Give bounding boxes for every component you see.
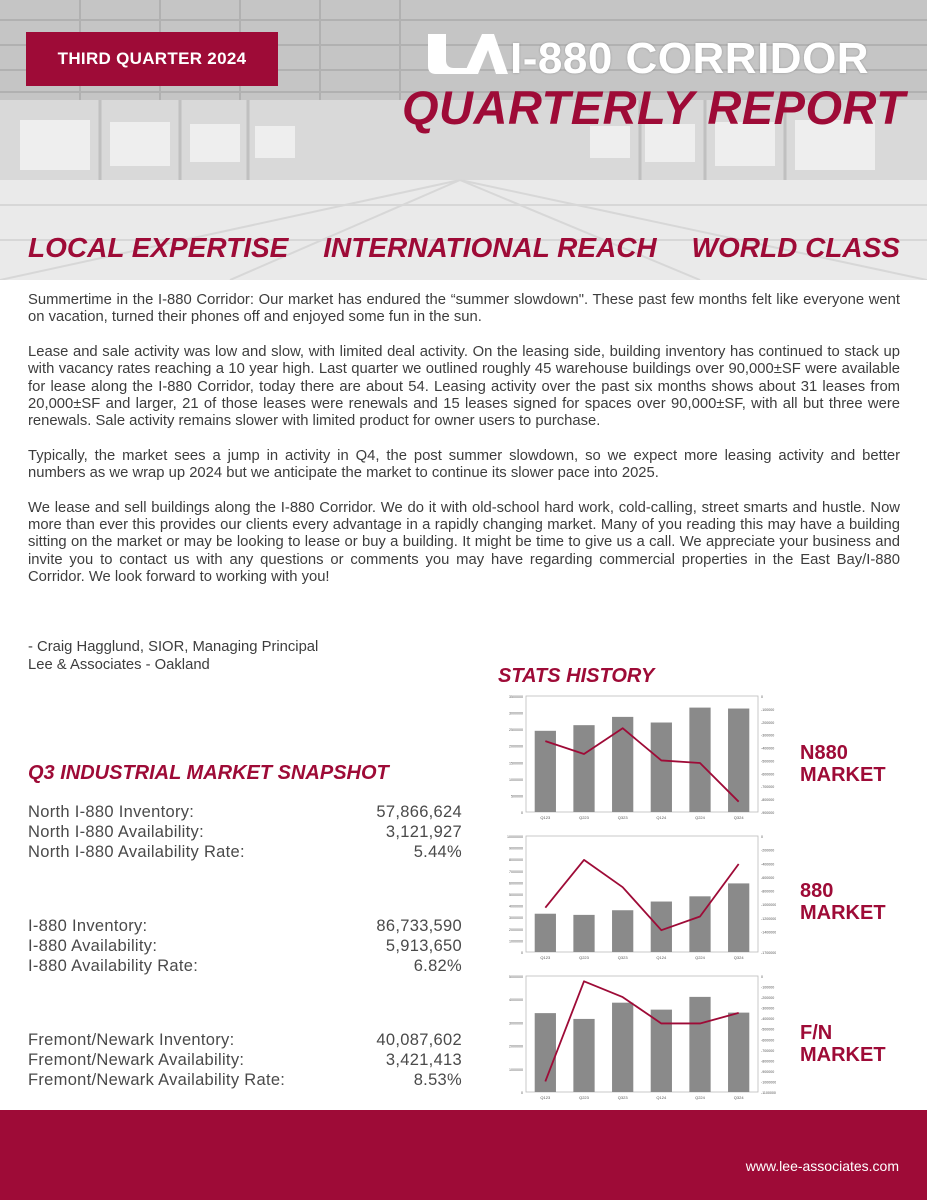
x-tick-label: Q324: [733, 815, 744, 820]
y-tick-label: 9000000: [509, 846, 523, 851]
y2-tick-label: -200000: [761, 996, 775, 1001]
snapshot-value: 6.82%: [413, 957, 462, 975]
y2-tick-label: 0: [761, 835, 763, 839]
y-tick-label: 6000000: [509, 881, 523, 886]
x-tick-label: Q223: [579, 1095, 589, 1100]
y2-tick-label: -400000: [761, 862, 775, 867]
y2-tick-label: 0: [761, 975, 763, 979]
snapshot-label: I-880 Availability Rate:: [28, 957, 199, 975]
x-tick-label: Q223: [579, 955, 589, 960]
chart-bar: [573, 1019, 594, 1092]
snapshot-label: North I-880 Availability:: [28, 823, 204, 841]
y2-tick-label: -1000000: [761, 1080, 776, 1085]
y2-tick-label: -1200000: [761, 916, 776, 921]
snapshot-row: [28, 1070, 468, 1090]
chart-bar: [728, 1013, 749, 1092]
chart-bar: [612, 910, 633, 952]
880-market-label: [800, 880, 886, 924]
chart-bar: [535, 914, 556, 952]
intro-text: [28, 292, 900, 604]
snapshot-value: 57,866,624: [376, 803, 462, 821]
chart-bar: [612, 717, 633, 812]
y-tick-label: 1000000: [509, 1067, 523, 1072]
chart-bar: [689, 896, 710, 952]
snapshot-value: 86,733,590: [376, 917, 462, 935]
x-tick-label: Q123: [540, 955, 551, 960]
footer-bar: [0, 1110, 927, 1200]
y-tick-label: 2000000: [509, 927, 523, 932]
chart-bar: [651, 1010, 672, 1092]
chart-bar: [728, 883, 749, 952]
y-tick-label: 1000000: [509, 939, 523, 944]
y-tick-label: 2500000: [509, 728, 523, 733]
snapshot-label: I-880 Availability:: [28, 937, 158, 955]
snapshot-row: [28, 916, 468, 936]
tagline: WORLD CLASS: [691, 232, 900, 263]
snapshot-value: 40,087,602: [376, 1031, 462, 1049]
chart-bar: [689, 997, 710, 1092]
chart-label-line: 880: [800, 880, 834, 902]
y2-tick-label: -1400000: [761, 930, 776, 935]
x-tick-label: Q224: [695, 955, 705, 960]
snapshot-row: [28, 956, 468, 976]
snapshot-row: [28, 842, 468, 862]
y2-tick-label: -100000: [761, 707, 775, 712]
y2-tick-label: -1100000: [761, 1091, 776, 1095]
signature: [28, 638, 318, 674]
chart-bar: [573, 915, 594, 952]
x-tick-label: Q123: [540, 1095, 551, 1100]
plot-area: [526, 976, 758, 1092]
lee-associates-logo-icon: [424, 30, 510, 78]
snapshot-value: 3,121,927: [385, 823, 462, 841]
x-tick-label: Q224: [695, 1095, 705, 1100]
plot-area: [526, 836, 758, 952]
website-link[interactable]: www.lee-associates.com: [745, 1158, 899, 1174]
snapshot-row: [28, 1050, 468, 1070]
x-tick-label: Q223: [579, 815, 589, 820]
y2-tick-label: -500000: [761, 1027, 775, 1032]
y2-tick-label: -600000: [761, 875, 775, 880]
signature-office: Lee & Associates - Oakland: [28, 657, 210, 673]
snapshot-group-880: [28, 916, 468, 976]
x-tick-label: Q224: [695, 815, 705, 820]
chart-label-line: MARKET: [800, 764, 886, 786]
report-title: I-880 CORRIDOR: [510, 34, 870, 83]
y2-tick-label: -800000: [761, 889, 775, 894]
chart-bar: [689, 708, 710, 812]
snapshot-row: [28, 822, 468, 842]
y2-tick-label: -800000: [761, 798, 775, 803]
y-tick-label: 5000000: [509, 893, 523, 897]
y-tick-label: 3000000: [509, 1021, 523, 1026]
plot-area: [526, 696, 758, 812]
tagline: INTERNATIONAL REACH: [323, 232, 657, 263]
y-tick-label: 0: [521, 811, 523, 815]
snapshot-value: 3,421,413: [385, 1051, 462, 1069]
chart-bar: [612, 1003, 633, 1092]
y2-tick-label: -500000: [761, 759, 775, 764]
intro-paragraph: Lease and sale activity was low and slow, with limited deal activity. On the leasing side, building inventory has continued to stack up with vacancy rates reaching a 10 year high. Last quarter we outlined roughly 45 warehouse buildings over 90,000±SF were available for lease along the I-880 Corridor, today there are about 54. Leasing activity over the past six months shows about 31 leases from 20,000±SF and larger, 21 of those leases were renewals and 15 leases signed for spaces over 90,000±SF, with all but three were renewals. Sale activity remains slower with limited product for owner users to purchase.: [28, 343, 900, 430]
y2-tick-label: -300000: [761, 733, 775, 738]
chart-label-line: F/N: [800, 1022, 833, 1044]
880-market-chart: [496, 830, 776, 966]
y-tick-label: 7000000: [509, 869, 523, 874]
y2-tick-label: -1000000: [761, 903, 776, 908]
y-tick-label: 8000000: [509, 858, 523, 863]
y2-tick-label: -800000: [761, 1059, 775, 1064]
snapshot-label: North I-880 Availability Rate:: [28, 843, 245, 861]
chart-label-line: MARKET: [800, 902, 886, 924]
n880-market-chart: [496, 690, 776, 826]
chart-label-line: MARKET: [800, 1044, 886, 1066]
y2-tick-label: -400000: [761, 1017, 775, 1022]
y2-tick-label: -300000: [761, 1006, 775, 1011]
x-tick-label: Q324: [733, 1095, 744, 1100]
y-tick-label: 0: [521, 951, 523, 955]
snapshot-group-fremont-newark: [28, 1030, 468, 1090]
x-tick-label: Q124: [656, 1095, 667, 1100]
y2-tick-label: -600000: [761, 772, 775, 777]
x-tick-label: Q123: [540, 815, 551, 820]
y-tick-label: 10000000: [507, 835, 523, 839]
y2-tick-label: -100000: [761, 985, 775, 990]
y-tick-label: 4000000: [509, 998, 523, 1003]
fn-market-chart: [496, 970, 776, 1106]
snapshot-value: 5.44%: [413, 843, 462, 861]
hero-banner: [0, 0, 927, 280]
y2-tick-label: -400000: [761, 746, 775, 751]
x-tick-label: Q124: [656, 815, 667, 820]
intro-paragraph: Typically, the market sees a jump in activity in Q4, the post summer slowdown, so we expect more leasing activity and better numbers as we wrap up 2024 but we anticipate the market to continue its slower pace into 2025.: [28, 447, 900, 482]
y2-tick-label: -600000: [761, 1038, 775, 1043]
snapshot-label: Fremont/Newark Inventory:: [28, 1031, 235, 1049]
stats-history-title: STATS HISTORY: [498, 665, 655, 687]
tagline-row: [28, 232, 900, 264]
n880-market-label: [800, 742, 886, 786]
snapshot-row: [28, 936, 468, 956]
x-tick-label: Q323: [617, 955, 628, 960]
y-tick-label: 3000000: [509, 916, 523, 921]
snapshot-row: [28, 1030, 468, 1050]
y2-tick-label: -900000: [761, 1069, 775, 1074]
chart-bar: [573, 725, 594, 812]
snapshot-value: 8.53%: [413, 1071, 462, 1089]
y-tick-label: 3500000: [509, 695, 523, 699]
signature-name: - Craig Hagglund, SIOR, Managing Principal: [28, 639, 319, 655]
snapshot-label: I-880 Inventory:: [28, 917, 148, 935]
intro-paragraph: Summertime in the I-880 Corridor: Our market has endured the “summer slowdown". These past few months felt like everyone went on vacation, turned their phones off and enjoyed some fun in the sun.: [28, 292, 900, 326]
y2-tick-label: 0: [761, 695, 763, 699]
y-tick-label: 2000000: [509, 744, 523, 749]
y2-tick-label: -900000: [761, 811, 775, 815]
y-tick-label: 3000000: [509, 711, 523, 716]
y2-tick-label: -700000: [761, 785, 775, 790]
y-tick-label: 4000000: [509, 904, 523, 909]
y-tick-label: 2000000: [509, 1044, 523, 1049]
snapshot-row: [28, 802, 468, 822]
y2-tick-label: -700000: [761, 1048, 775, 1053]
x-tick-label: Q124: [656, 955, 667, 960]
chart-label-line: N880: [800, 742, 848, 764]
snapshot-label: Fremont/Newark Availability Rate:: [28, 1071, 286, 1089]
quarter-badge: THIRD QUARTER 2024: [26, 32, 278, 86]
snapshot-group-north: [28, 802, 468, 862]
x-tick-label: Q323: [617, 815, 628, 820]
x-tick-label: Q324: [733, 955, 744, 960]
chart-bar: [651, 723, 672, 812]
y-tick-label: 5000000: [509, 975, 523, 979]
y-tick-label: 1500000: [509, 761, 523, 766]
y2-tick-label: -200000: [761, 848, 775, 853]
fn-market-label: [800, 1022, 886, 1066]
snapshot-value: 5,913,650: [385, 937, 462, 955]
chart-bar: [728, 709, 749, 812]
y-tick-label: 0: [521, 1091, 523, 1095]
snapshot-title: Q3 INDUSTRIAL MARKET SNAPSHOT: [28, 762, 389, 784]
y-tick-label: 500000: [511, 794, 523, 799]
intro-paragraph: We lease and sell buildings along the I-880 Corridor. We do it with old-school hard work, cold-calling, street smarts and hustle. Now more than ever this provides our clients every advantage in a rapidly changing market. Many of you reading this may have a building sitting on the market or may be looking to lease or buy a building. It might be time to give us a call. We appreciate your business and invite you to contact us with any questions or comments you may have regarding commercial properties in the East Bay/I-880 Corridor. We look forward to working with you!: [28, 499, 900, 586]
snapshot-label: North I-880 Inventory:: [28, 803, 195, 821]
tagline: LOCAL EXPERTISE: [28, 232, 289, 263]
y2-tick-label: -1700000: [761, 951, 776, 955]
y2-tick-label: -200000: [761, 720, 775, 725]
x-tick-label: Q323: [617, 1095, 628, 1100]
snapshot-label: Fremont/Newark Availability:: [28, 1051, 245, 1069]
y-tick-label: 1000000: [509, 777, 523, 782]
report-subtitle: QUARTERLY REPORT: [402, 81, 906, 134]
